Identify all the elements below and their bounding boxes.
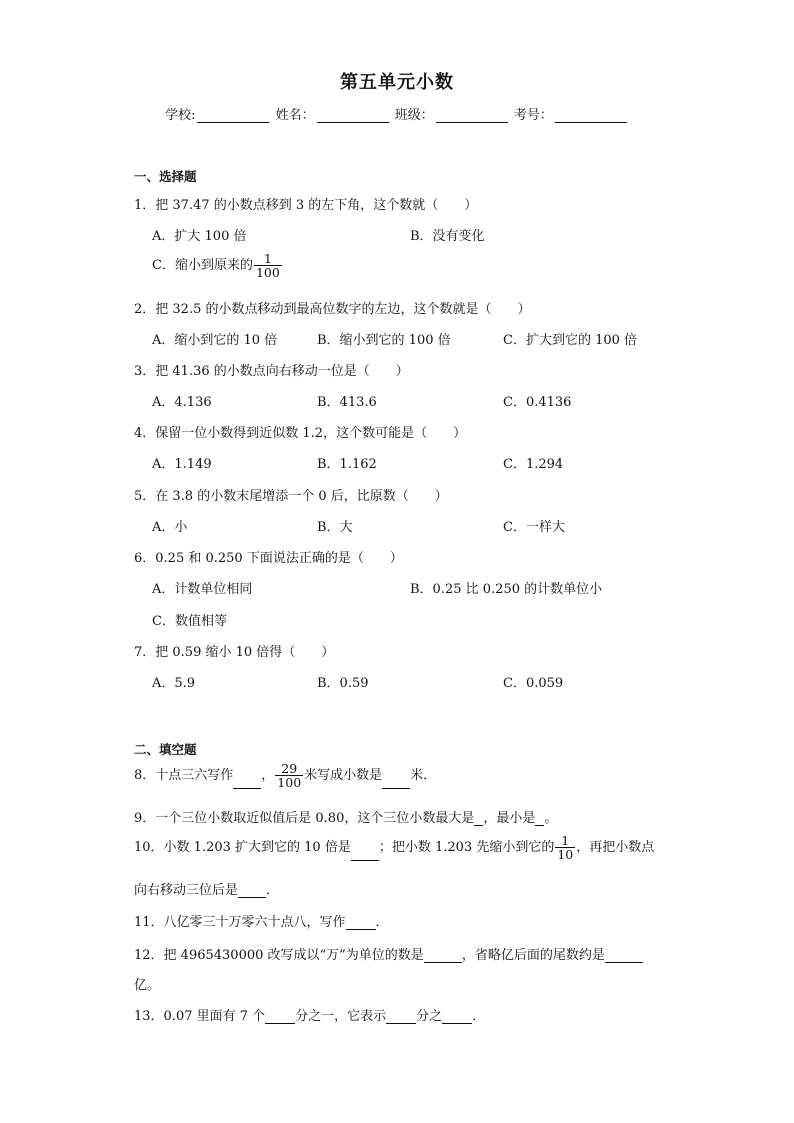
q11-text-2: ． <box>375 915 389 930</box>
question-12-line-2: 亿。 <box>134 978 161 993</box>
q4-option-c[interactable]: C．1.294 <box>503 457 564 472</box>
page-title: 第五单元小数 <box>340 72 454 93</box>
q9-text-1: 9．一个三位小数取近似值后是 0.80，这个三位小数最大是 <box>134 811 475 826</box>
q10-text-3: ，再把小数点 <box>576 840 655 856</box>
q12-blank-2[interactable] <box>605 948 643 963</box>
q3-option-a[interactable]: A．4.136 <box>152 395 212 410</box>
q2-option-c[interactable]: C．扩大到它的 100 倍 <box>503 333 638 348</box>
q11-text-1: 11．八亿零三十万零六十点八，写作 <box>134 915 346 930</box>
q1-option-a[interactable]: A．扩大 100 倍 <box>152 229 247 244</box>
q8-text-4: 米． <box>410 768 437 784</box>
q10-text-2: ；把小数 1.203 先缩小到它的 <box>378 840 555 856</box>
q13-blank-1[interactable] <box>265 1009 295 1024</box>
q12-blank-1[interactable] <box>424 948 462 963</box>
q8-text-3: 米写成小数是 <box>304 768 383 784</box>
q7-option-c[interactable]: C．0.059 <box>503 676 564 691</box>
question-10 <box>134 834 654 861</box>
question-11 <box>134 911 389 930</box>
q6-option-b[interactable]: B．0.25 比 0.250 的计数单位小 <box>410 582 603 597</box>
q12-text-2: ，省略亿后面的尾数约是 <box>461 948 605 963</box>
q9-text-2: ，最小是 <box>483 811 536 826</box>
question-3: 3．把 41.36 的小数点向右移动一位是（ ） <box>134 364 409 379</box>
q10-text-5: ． <box>266 883 280 898</box>
question-12 <box>134 944 643 963</box>
q1-fraction <box>254 252 282 279</box>
school-label: 学校: <box>165 108 196 123</box>
q8-blank-2[interactable] <box>382 774 410 789</box>
q2-option-a[interactable]: A．缩小到它的 10 倍 <box>152 333 278 348</box>
q9-text-3: 。 <box>544 811 558 826</box>
q10-fraction-denominator: 10 <box>557 847 574 863</box>
q8-blank-1[interactable] <box>233 774 261 789</box>
q8-fraction <box>275 762 303 789</box>
q10-text-4: 向右移动三位后是 <box>134 883 239 898</box>
q10-fraction-numerator: 1 <box>555 834 575 848</box>
question-1: 1．把 37.47 的小数点移到 3 的左下角，这个数就（ ） <box>134 198 478 213</box>
school-blank[interactable] <box>197 108 269 123</box>
id-blank[interactable] <box>555 108 627 123</box>
q10-blank-1[interactable] <box>351 846 379 861</box>
question-7: 7．把 0.59 缩小 10 倍得（ ） <box>134 645 335 660</box>
q1-fraction-numerator: 1 <box>254 252 282 266</box>
q1-option-c[interactable] <box>152 252 283 279</box>
q5-option-b[interactable]: B．大 <box>317 520 353 535</box>
q8-fraction-numerator: 29 <box>275 762 303 776</box>
class-label: 班级： <box>394 108 434 123</box>
q5-option-a[interactable]: A．小 <box>152 520 188 535</box>
q10-blank-2[interactable] <box>238 883 266 898</box>
q7-option-a[interactable]: A．5.9 <box>152 676 196 691</box>
q9-blank-1[interactable] <box>474 811 483 826</box>
q2-option-b[interactable]: B．缩小到它的 100 倍 <box>317 333 451 348</box>
question-6: 6．0.25 和 0.250 下面说法正确的是（ ） <box>134 551 403 566</box>
q13-text-4: ． <box>472 1009 486 1024</box>
q8-fraction-denominator: 100 <box>277 775 302 791</box>
class-blank[interactable] <box>436 108 508 123</box>
question-10-line-2 <box>134 879 279 898</box>
question-9 <box>134 807 557 826</box>
q13-text-1: 13．0.07 里面有 7 个 <box>134 1009 266 1024</box>
q10-text-1: 10．小数 1.203 扩大到它的 10 倍是 <box>134 840 351 856</box>
q4-option-a[interactable]: A．1.149 <box>152 457 212 472</box>
q3-option-b[interactable]: B．413.6 <box>317 395 377 410</box>
q4-option-b[interactable]: B．1.162 <box>317 457 377 472</box>
q13-text-2: 分之一，它表示 <box>295 1009 387 1024</box>
q1-option-b[interactable]: B．没有变化 <box>410 229 485 244</box>
name-label: 姓名： <box>275 108 315 123</box>
question-2: 2．把 32.5 的小数点移动到最高位数字的左边，这个数就是（ ） <box>134 302 531 317</box>
question-4: 4．保留一位小数得到近似数 1.2，这个数可能是（ ） <box>134 426 467 441</box>
q1-option-c-label: C．缩小到原来的 <box>152 258 253 274</box>
q13-blank-3[interactable] <box>442 1009 472 1024</box>
name-blank[interactable] <box>317 108 389 123</box>
q8-text-2: ， <box>261 768 275 784</box>
q5-option-c[interactable]: C．一样大 <box>503 520 565 535</box>
q6-option-a[interactable]: A．计数单位相同 <box>152 582 253 597</box>
q12-text-1: 12．把 4965430000 改写成以“万”为单位的数是 <box>134 948 424 963</box>
question-5: 5．在 3.8 的小数末尾增添一个 0 后，比原数（ ） <box>134 489 448 504</box>
question-13 <box>134 1005 485 1024</box>
q7-option-b[interactable]: B．0.59 <box>317 676 369 691</box>
q13-text-3: 分之 <box>416 1009 443 1024</box>
q8-text-1: 8．十点三六写作 <box>134 768 234 784</box>
section-choice-title: 一、选择题 <box>134 169 197 184</box>
question-8 <box>134 762 436 789</box>
q11-blank[interactable] <box>346 915 376 930</box>
section-fill-title: 二、填空题 <box>134 742 197 757</box>
q13-blank-2[interactable] <box>386 1009 416 1024</box>
q1-fraction-denominator: 100 <box>255 265 280 281</box>
id-label: 考号： <box>513 108 553 123</box>
q3-option-c[interactable]: C．0.4136 <box>503 395 572 410</box>
q10-fraction <box>555 834 575 861</box>
student-info-line <box>0 104 794 123</box>
q6-option-c[interactable]: C．数值相等 <box>152 614 227 629</box>
